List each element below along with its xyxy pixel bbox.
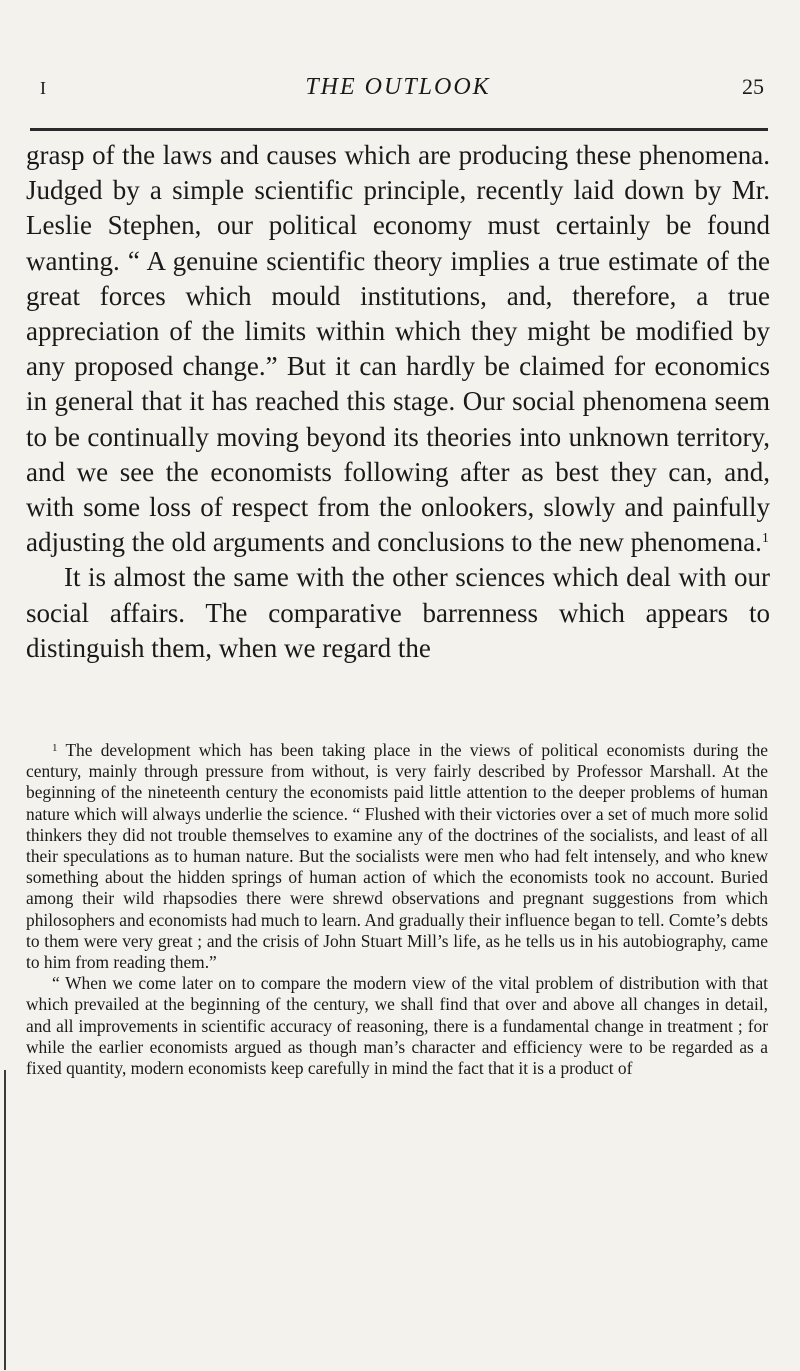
body-paragraph-text: grasp of the laws and causes which are producing these phenomena. Judged by a simple scientific principle, recently laid down by Mr. Leslie Stephen, our political economy must certainly be found wanting. “ A genuine scientific theory implies a true estimate of the great forces which mould institutions, and, therefore, a true appreciation of the limits within which they might be modified by any proposed change.” But it can hardly be claimed for economics in general that it has reached this stage. Our social phenomena seem to be continually moving beyond its theories into unknown territory, and we see the economists following after as best they can, and, with some loss of respect from the onlookers, slowly and painfully adjusting the old arguments and conclusions to the new phenomena. (26, 140, 770, 558)
page-edge-shadow (4, 1070, 6, 1370)
body-paragraph: It is almost the same with the other sciences which deal with our social affairs. The comparative barrenness which appears to distinguish them, when we regard the (26, 562, 770, 663)
footnote-text: The development which has been taking place in the views of political economists during the century, mainly through pressure from without, is very fairly described by Professor Marshall. At the beginning of the nineteenth century the economists paid little attention to the deeper problems of human nature which will always underlie the science. “ Flushed with their victories over a set of much more solid thinkers they did not trouble themselves to examine any of the doctrines of the socialists, and least of all their speculations as to human nature. But the socialists were men who had felt intensely, and who knew something about the hidden springs of human action of which the economists took no account. Buried among their wild rhapsodies there were shrewd observations and pregnant suggestions from which philosophers and economists had much to learn. And gradually their influence began to tell. Comte’s debts to them were very great ; and the crisis of John Stuart Mill’s life, as he tells us in his autobiography, came to him from reading them.” (26, 740, 768, 973)
chapter-numeral: I (40, 78, 46, 98)
main-text (26, 138, 770, 666)
page-number: 25 (742, 74, 764, 99)
footnote-reference: 1 (761, 531, 769, 547)
header-rule (30, 128, 768, 131)
running-header (26, 70, 770, 110)
footnote-marker: 1 (52, 742, 58, 754)
footnote-paragraph: “ When we come later on to compare the modern view of the vital problem of distribution with that which prevailed at the beginning of the century, we shall find that over and above all changes in detail, and all improvements in scientific accuracy of reasoning, there is a fundamental change in treatment ; for while the earlier economists argued as though man’s character and efficiency were to be regarded as a fixed quantity, modern economists keep carefully in mind the fact that it is a product of (26, 973, 768, 1079)
footnotes (26, 740, 768, 1079)
footnote-paragraph (26, 740, 768, 973)
running-title: THE OUTLOOK (305, 74, 491, 100)
body-paragraph (26, 138, 770, 560)
